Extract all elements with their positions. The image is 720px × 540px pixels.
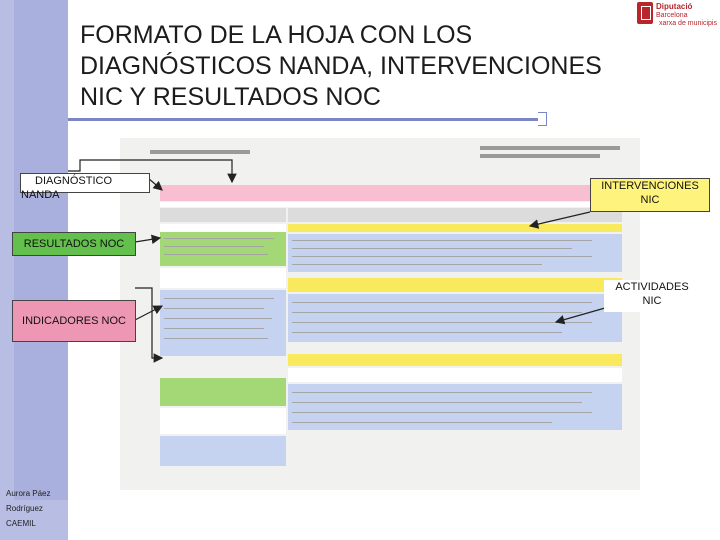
- author-line-3: CAEMIL: [6, 519, 36, 528]
- label-diagnostico-text: DIAGNÓSTICO NANDA: [21, 175, 113, 201]
- author-credit: [6, 486, 50, 531]
- label-indicadores-noc: [12, 300, 136, 342]
- arrow-actividades: [556, 308, 605, 322]
- arrow-indicadores-2: [135, 288, 162, 358]
- author-line-2: Rodríguez: [6, 504, 43, 513]
- label-indicadores-text: INDICADORES NOC: [22, 315, 126, 327]
- label-actividades-line-1: ACTIVIDADES: [615, 281, 689, 293]
- title-line-2: DIAGNÓSTICOS NANDA, INTERVENCIONES: [80, 52, 602, 80]
- label-resultados-noc: [12, 232, 136, 256]
- logo-line-3: xarxa de municipis: [659, 20, 717, 27]
- logo-line-1: Diputació: [656, 2, 693, 11]
- label-intervenciones-nic: [590, 178, 710, 212]
- label-actividades-nic: [604, 280, 700, 312]
- title-line-1: FORMATO DE LA HOJA CON LOS: [80, 21, 473, 49]
- label-resultados-text: RESULTADOS NOC: [23, 238, 125, 250]
- arrow-indicadores: [135, 306, 162, 320]
- arrow-resultados: [135, 238, 160, 242]
- arrow-diagnostico: [148, 178, 162, 190]
- logo-line-2: Barcelona: [656, 12, 688, 19]
- arrow-intervenciones: [530, 212, 590, 226]
- label-diagnostico-nanda: [20, 173, 150, 201]
- title-line-3: NIC Y RESULTADOS NOC: [80, 83, 381, 111]
- label-actividades-line-2: NIC: [642, 295, 662, 307]
- label-intervenciones-line-1: INTERVENCIONES: [601, 180, 699, 192]
- author-line-1: Aurora Páez: [6, 489, 51, 498]
- label-intervenciones-line-2: NIC: [640, 194, 660, 206]
